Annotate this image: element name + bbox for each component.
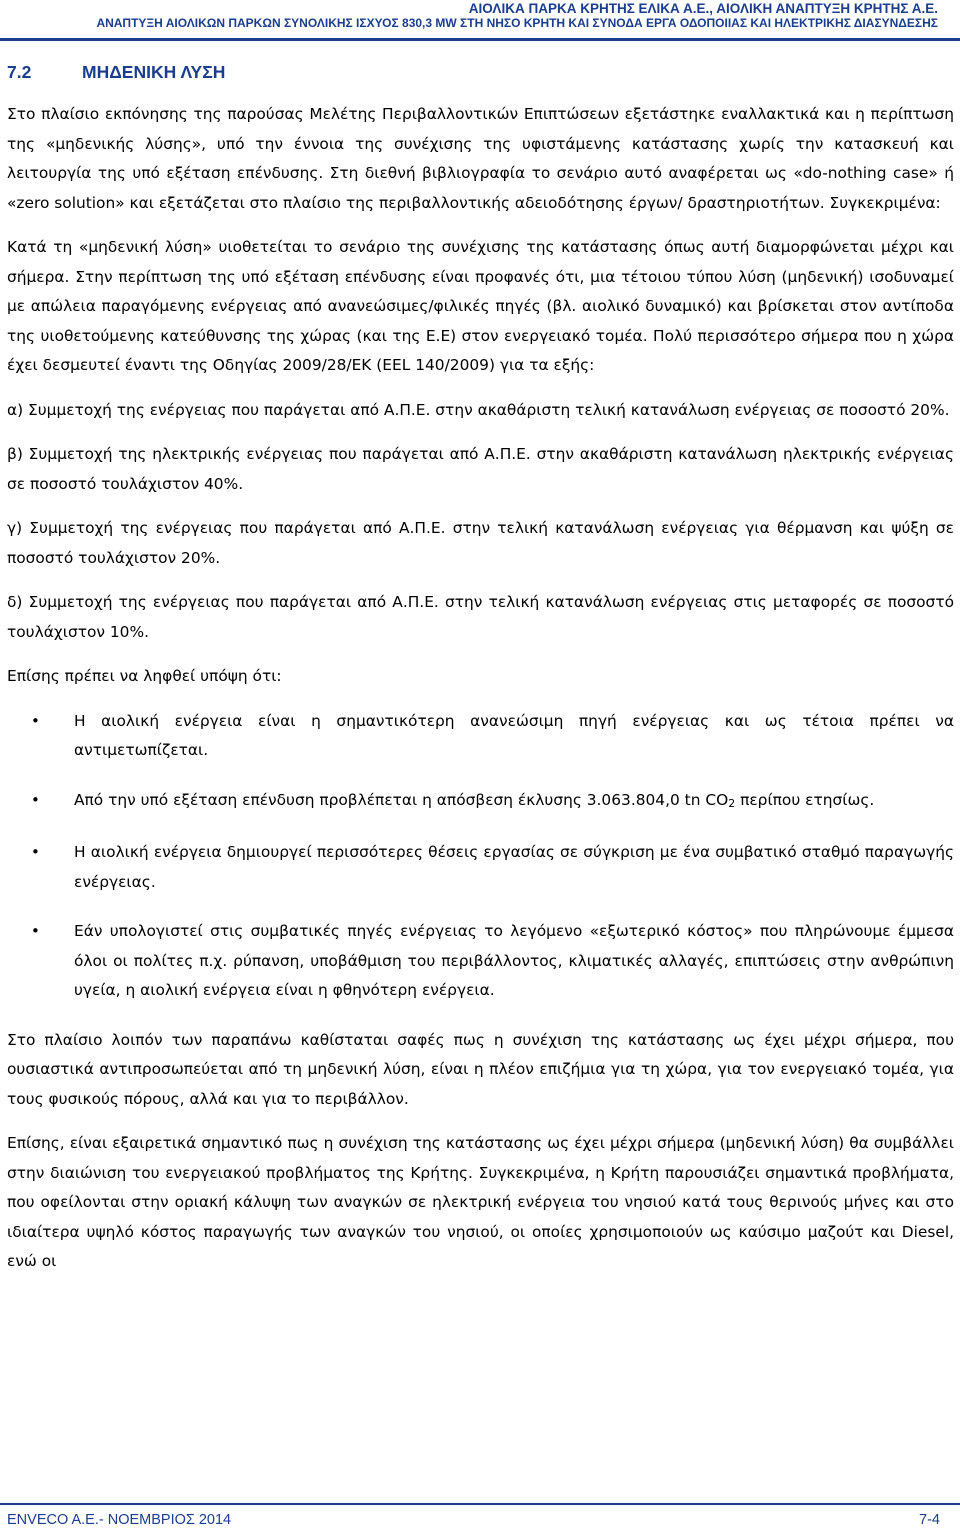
section-title: ΜΗΔΕΝΙΚΗ ΛΥΣΗ [82,62,226,82]
page-header [0,0,960,42]
footer-divider [0,1503,960,1505]
bullet-marker: • [31,922,40,940]
section-number: 7.2 [7,62,32,82]
footer-company-date: ENVECO A.E.- ΝΟΕΜΒΡΙΟΣ 2014 [7,1512,232,1528]
bullet-text: Η αιολική ενέργεια είναι η σημαντικότερη ανανεώσιμη πηγή ενέργειας και ως τέτοια πρέπει να αντιμετωπίζεται. [74,711,954,759]
bullet-text: Εάν υπολογιστεί στις συμβατικές πηγές ενέργειας το λεγόμενο «εξωτερικό κόστος» που πληρώνουμε έμμεσα όλοι οι πολίτες π.χ. ρύπανση, υποβάθμιση του περιβάλλοντος, κλιματικές αλλαγές, επιπτώσεις στην ανθρώπινη υγεία, η αιολική ενέργεια είναι η φθηνότερη ενέργεια. [74,922,954,999]
paragraph-target-a: α) Συμμετοχή της ενέργειας που παράγεται από Α.Π.Ε. στην ακαθάριστη τελική κατανάλωση ενέργειας σε ποσοστό 20%. [7,400,950,419]
list-item [7,917,954,1006]
page-content [7,60,954,1277]
paragraph-conclusion: Στο πλαίσιο λοιπόν των παραπάνω καθίσταται σαφές πως η συνέχιση της κατάστασης ως έχει μέχρι σήμερα, που ουσιαστικά αντιπροσωπεύεται από τη μηδενική λύση, είναι η πλέον επιζήμια για τη χώρα, για τον ενεργειακό τομέα, για τους φυσικούς πόρους, αλλά και για το περιβάλλον. [7,1030,954,1108]
paragraph-target-c: γ) Συμμετοχή της ενέργειας που παράγεται από Α.Π.Ε. στην τελική κατανάλωση ενέργειας για θέρμανση και ψύξη σε ποσοστό τουλάχιστον 20%. [7,519,954,567]
header-divider [0,38,960,41]
paragraph-target-d: δ) Συμμετοχή της ενέργειας που παράγεται από Α.Π.Ε. στην τελική κατανάλωση ενέργειας στις μεταφορές σε ποσοστό τουλάχιστον 10%. [7,593,954,641]
bullet-list [7,707,954,1006]
paragraph-target-b: β) Συμμετοχή της ηλεκτρικής ενέργειας που παράγεται από Α.Π.Ε. στην ακαθάριστη κατανάλωση ηλεκτρικής ενέργειας σε ποσοστό τουλάχιστον 40%. [7,445,954,493]
bullet-marker: • [31,711,40,730]
list-item [7,707,954,766]
paragraph-zero-solution: Κατά τη «μηδενική λύση» υιοθετείται το σενάριο της συνέχισης της κατάστασης όπως αυτή διαμορφώνεται μέχρι και σήμερα. Στην περίπτωση της υπό εξέταση επένδυσης είναι προφανές ότι, μια τέτοιου τύπου λύση (μηδενική) ισοδυναμεί με απώλεια παραγόμενης ενέργειας από ανανεώσιμες/φιλικές πηγές (βλ. αιολικό δυναμικό) και βρίσκεται στον αντίποδα της υιοθετούμενης κατεύθυνσης της χώρας (και της Ε.Ε) στον ενεργειακό τομέα. Πολύ περισσότερο σήμερα που η χώρα έχει δεσμευτεί έναντι της Οδηγίας 2009/28/ΕΚ (EEL 140/2009) για τα εξής: [7,238,954,374]
paragraph-crete: Επίσης, είναι εξαιρετικά σημαντικό πως η συνέχιση της κατάστασης ως έχει μέχρι σήμερα (μηδενική λύση) θα συμβάλλει στην διαιώνιση του ενεργειακού προβλήματος της Κρήτης. Συγκεκριμένα, η Κρήτη παρουσιάζει σημαντικά προβλήματα, που οφείλονται στην οριακή κάλυψη των αναγκών σε ηλεκτρική ενέργεια του νησιού κατά τους θερινούς μήνες και στο ιδιαίτερα υψηλό κόστος παραγωγής των αναγκών του νησιού, οι οποίες χρησιμοποιούν ως καύσιμο μαζούτ και Diesel, ενώ οι [7,1134,954,1270]
page-footer [0,1500,960,1530]
bullet-marker: • [31,843,40,861]
paragraph-bullets-intro: Επίσης πρέπει να ληφθεί υπόψη ότι: [7,667,282,685]
section-heading [7,60,954,84]
list-item [7,838,954,897]
bullet-text: Η αιολική ενέργεια δημιουργεί περισσότερες θέσεις εργασίας σε σύγκριση με ένα συμβατικό σταθμό παραγωγής ενέργειας. [74,843,954,891]
list-item [7,786,954,819]
subscript: 2 [728,796,736,810]
header-subtitle: ΑΝΑΠΤΥΞΗ ΑΙΟΛΙΚΩΝ ΠΑΡΚΩΝ ΣΥΝΟΛΙΚΗΣ ΙΣΧΥΟΣ 830,3 MW ΣΤΗ ΝΗΣΟ ΚΡΗΤΗ ΚΑΙ ΣΥΝΟΔΑ ΕΡΓΑ ΟΔΟΠΟΙΙΑΣ ΚΑΙ ΗΛΕΚΤΡΙΚΗΣ ΔΙΑΣΥΝΔΕΣΗΣ [96,16,938,30]
bullet-marker: • [31,790,40,809]
page-number: 7-4 [919,1512,940,1528]
paragraph-intro: Στο πλαίσιο εκπόνησης της παρούσας Μελέτης Περιβαλλοντικών Επιπτώσεων εξετάστηκε εναλλακτικά και η περίπτωση της «μηδενικής λύσης», υπό την έννοια της συνέχισης της υφιστάμενης κατάστασης χωρίς την κατασκευή και λειτουργία της υπό εξέταση επένδυσης. Στη διεθνή βιβλιογραφία το σενάριο αυτό αναφέρεται ως «do-nothing case» ή «zero solution» και εξετάζεται στο πλαίσιο της περιβαλλοντικής αδειοδότησης έργων/ δραστηριοτήτων. Συγκεκριμένα: [7,105,954,212]
header-title: ΑΙΟΛΙΚΑ ΠΑΡΚΑ ΚΡΗΤΗΣ ΕΛΙΚΑ Α.Ε., ΑΙΟΛΙΚΗ ΑΝΑΠΤΥΞΗ ΚΡΗΤΗΣ Α.Ε. [468,1,938,16]
bullet-text: Από την υπό εξέταση επένδυση προβλέπεται η απόσβεση έκλυσης 3.063.804,0 tn CO2 περίπου ετησίως. [74,790,875,810]
